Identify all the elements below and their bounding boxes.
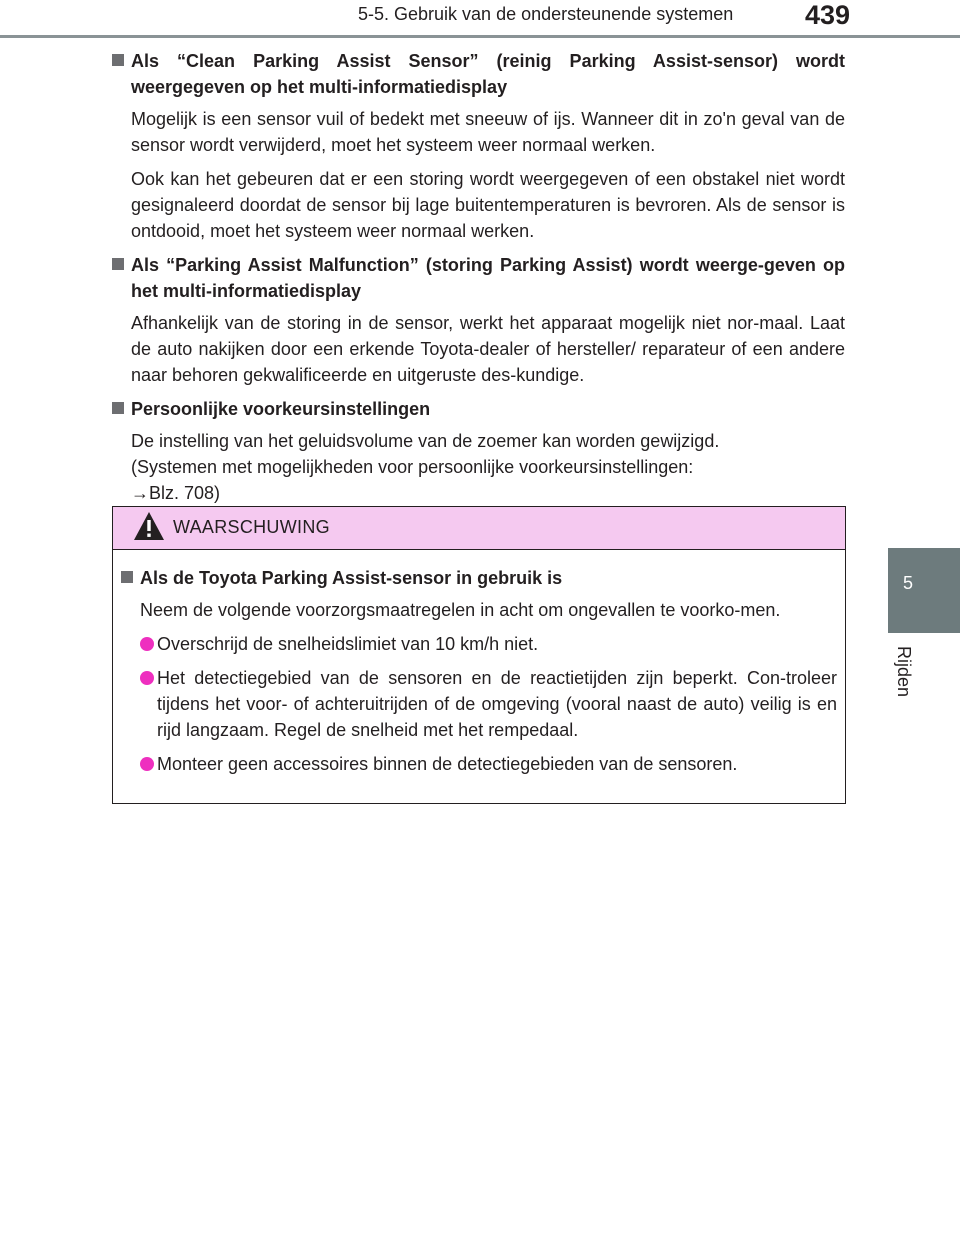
warning-item-text: Overschrijd de snelheidslimiet van 10 km/h niet. xyxy=(157,634,539,654)
warning-list-item xyxy=(140,665,837,743)
page-reference: →Blz. 708) xyxy=(131,483,221,503)
warning-triangle-icon xyxy=(133,511,165,541)
warning-intro: Neem de volgende voorzorgsmaatregelen in acht om ongevallen te voorko-men. xyxy=(140,600,781,620)
warning-header xyxy=(113,507,845,550)
paragraph: (Systemen met mogelijkheden voor persoonlijke voorkeursinstellingen: xyxy=(131,457,694,477)
header-title: 5-5. Gebruik van de ondersteunende systemen xyxy=(358,4,734,24)
square-bullet-icon xyxy=(112,258,124,270)
section-heading xyxy=(112,48,845,100)
square-bullet-icon xyxy=(121,571,133,583)
chapter-label: Rijden xyxy=(894,646,914,698)
warning-heading xyxy=(121,565,837,591)
paragraph: De instelling van het geluidsvolume van de zoemer kan worden gewijzigd. xyxy=(131,431,720,451)
chapter-tab xyxy=(888,548,960,633)
warning-heading-text: Als de Toyota Parking Assist-sensor in gebruik is xyxy=(140,568,563,588)
section-malfunction xyxy=(112,252,845,388)
section-heading xyxy=(112,252,845,304)
section-heading-text: Als “Clean Parking Assist Sensor” (reinig Parking Assist-sensor) wordt weergegeven op het multi-informatiedisplay xyxy=(131,51,845,97)
section-preferences xyxy=(112,396,845,506)
section-clean-sensor xyxy=(112,48,845,244)
section-heading-text: Persoonlijke voorkeursinstellingen xyxy=(131,399,431,419)
section-heading-text: Als “Parking Assist Malfunction” (storing Parking Assist) wordt weerge-geven op het multi-informatiedisplay xyxy=(131,255,845,301)
dot-bullet-icon xyxy=(140,757,154,771)
header-divider xyxy=(0,35,960,38)
warning-body xyxy=(113,550,845,777)
warning-item-text: Het detectiegebied van de sensoren en de reactietijden zijn beperkt. Con-troleer tijdens het voor- of achteruitrijden of de omgeving (vooral naast de auto) veilig is en rijd langzaam. Regel de snelheid met het rempedaal. xyxy=(157,668,837,740)
warning-title: WAARSCHUWING xyxy=(173,517,330,537)
paragraph: Afhankelijk van de storing in de sensor, werkt het apparaat mogelijk niet nor-maal. Laat de auto nakijken door een erkende Toyota-dealer of hersteller/ reparateur of een andere naar behoren gekwalificeerde en uitgeruste des-kundige. xyxy=(131,313,845,385)
warning-item-text: Monteer geen accessoires binnen de detectiegebieden van de sensoren. xyxy=(157,754,738,774)
square-bullet-icon xyxy=(112,402,124,414)
page-number: 439 xyxy=(805,0,851,30)
warning-box xyxy=(112,506,846,804)
section-heading xyxy=(112,396,845,422)
square-bullet-icon xyxy=(112,54,124,66)
dot-bullet-icon xyxy=(140,637,154,651)
paragraph: Ook kan het gebeuren dat er een storing wordt weergegeven of een obstakel niet wordt gesignaleerd doordat de sensor bij lage buitentemperaturen is bevroren. Als de sensor is ontdooid, moet het systeem weer normaal werken. xyxy=(131,169,845,241)
warning-list-item xyxy=(140,751,837,777)
paragraph: Mogelijk is een sensor vuil of bedekt met sneeuw of ijs. Wanneer dit in zo'n geval van de sensor wordt verwijderd, moet het systeem weer normaal werken. xyxy=(131,109,845,155)
warning-list-item xyxy=(140,631,837,657)
chapter-number: 5 xyxy=(903,573,914,593)
dot-bullet-icon xyxy=(140,671,154,685)
main-content xyxy=(112,48,845,514)
